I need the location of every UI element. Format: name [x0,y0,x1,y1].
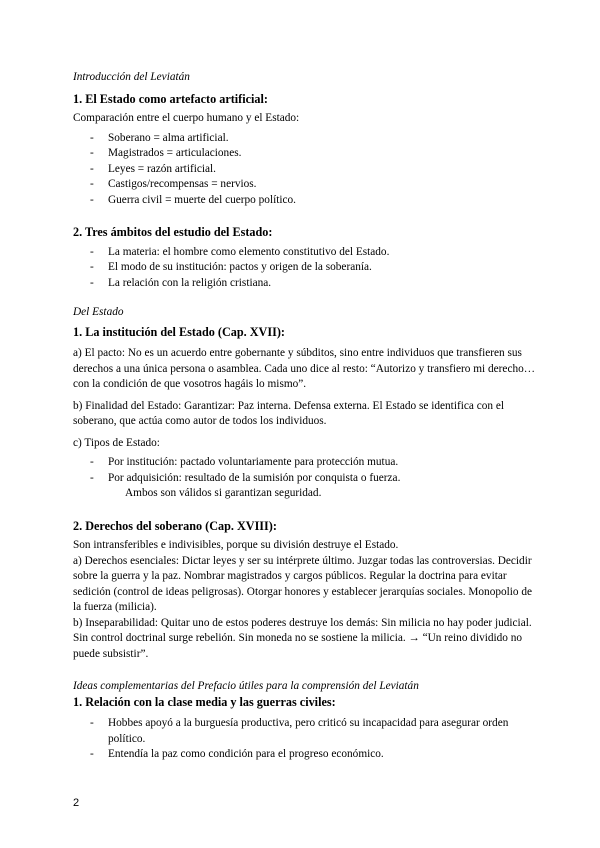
section-title-estado: Del Estado [73,306,124,318]
heading-clase-media: 1. Relación con la clase media y las guerras civiles: [73,694,336,709]
paragraph: Comparación entre el cuerpo humano y el Estado: [73,112,300,124]
document-page [73,70,543,763]
list-item: - Magistrados = articulaciones. [73,146,543,162]
list [73,245,543,292]
paragraph: c) Tipos de Estado: [73,436,160,449]
list-item: - Entendía la paz como condición para el progreso económico. [73,747,543,763]
page-number: 2 [73,797,80,809]
heading-derechos: 2. Derechos del soberano (Cap. XVIII): [73,518,277,533]
list-item: - Soberano = alma artificial. [73,131,543,147]
list-item: - Guerra civil = muerte del cuerpo político. [73,193,543,209]
section-title-intro: Introducción del Leviatán [73,71,190,83]
list [73,455,543,486]
heading-artefacto: 1. El Estado como artefacto artificial: [73,91,268,106]
list [73,716,543,763]
paragraph: Son intransferibles e indivisibles, porque su división destruye el Estado. [73,539,399,551]
list-item: - La relación con la religión cristiana. [73,276,543,292]
paragraph: b) Finalidad del Estado: Garantizar: Paz interna. Defensa externa. El Estado se identifica con el soberano, que actúa como autor de todos los individuos. [73,399,504,427]
list-item: - El modo de su institución: pactos y origen de la soberanía. [73,260,543,276]
list-item: - Hobbes apoyó a la burguesía productiva, pero criticó su incapacidad para asegurar orden político. [73,716,543,747]
paragraph: a) El pacto: No es un acuerdo entre gobernante y súbditos, sino entre individuos que transfieren sus derechos a una única persona o asamblea. Cada uno dice al resto: “Autorizo y transfiero mi derecho… con la condición de que vosotros hagáis lo mismo”. [73,347,536,390]
paragraph: b) Inseparabilidad: Quitar uno de estos poderes destruye los demás: Sin milicia no hay poder judicial. Sin control doctrinal surge rebelión. Sin moneda no se sostiene la milicia. → “Un reino dividido no puede subsistir”. [73,616,532,660]
list-item: - Leyes = razón artificial. [73,162,543,178]
section-title-prefacio: Ideas complementarias del Prefacio útiles para la comprensión del Leviatán [73,680,419,692]
heading-ambitos: 2. Tres ámbitos del estudio del Estado: [73,225,273,239]
heading-institucion: 1. La institución del Estado (Cap. XVII): [73,324,285,339]
list-note: Ambos son válidos si garantizan seguridad. [125,487,322,499]
paragraph: a) Derechos esenciales: Dictar leyes y ser su intérprete último. Juzgar todas las controversias. Decidir sobre la guerra y la paz. Nombrar magistrados y cargos públicos. Regular la doctrina para evitar sedición (control de ideas peligrosas). Otorgar honores y establecer jerarquías sociales. Monopolio de la fuerza (milicia). [73,554,533,613]
list-item: - Castigos/recompensas = nervios. [73,177,543,193]
list [73,131,543,209]
list-item: - La materia: el hombre como elemento constitutivo del Estado. [73,245,543,261]
list-item: - Por adquisición: resultado de la sumisión por conquista o fuerza. [73,471,543,487]
list-item: - Por institución: pactado voluntariamente para protección mutua. [73,455,543,471]
